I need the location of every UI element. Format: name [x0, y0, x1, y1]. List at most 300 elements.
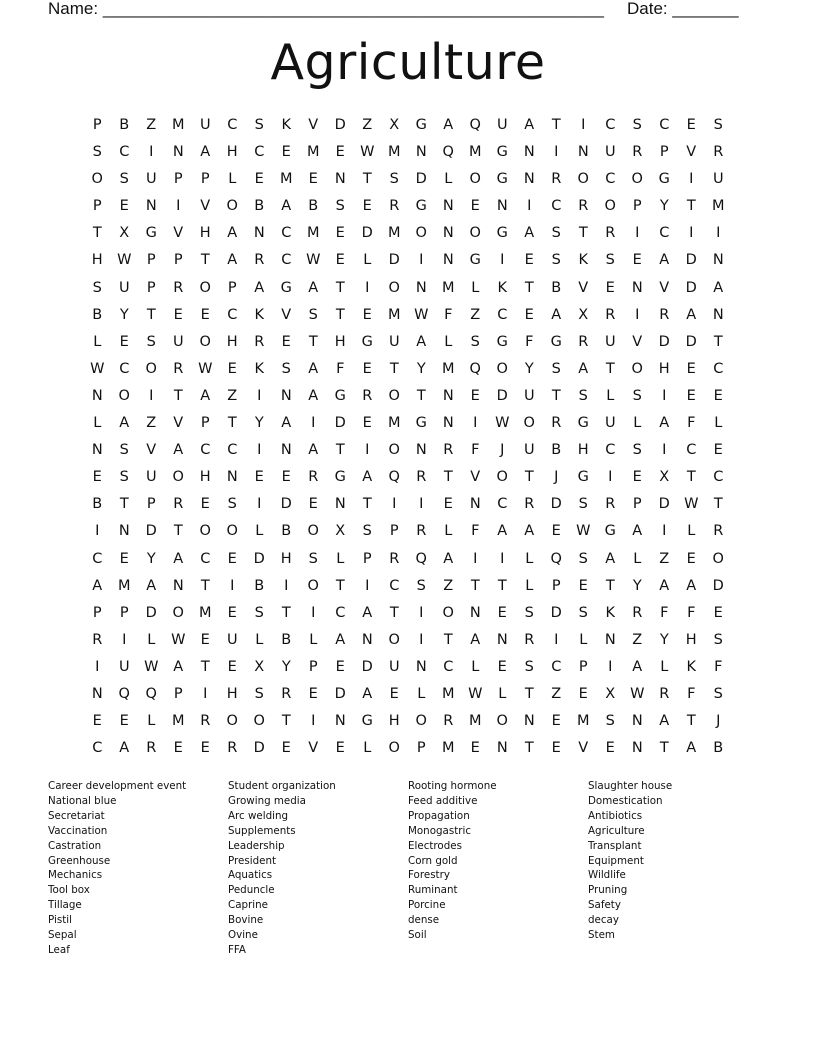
grid-cell: D: [658, 496, 671, 513]
grid-cell: F: [687, 604, 696, 621]
grid-cell: X: [659, 469, 670, 486]
grid-cell: O: [118, 387, 131, 404]
word-item: Electrodes: [408, 839, 462, 852]
grid-cell: E: [362, 306, 373, 323]
grid-cell: L: [228, 171, 237, 188]
grid-cell: T: [605, 360, 616, 377]
grid-cell: R: [551, 171, 562, 188]
grid-cell: R: [524, 496, 535, 513]
grid-cell: D: [334, 415, 347, 432]
grid-cell: Z: [659, 550, 670, 567]
grid-cell: S: [119, 171, 130, 188]
grid-cell: O: [496, 713, 509, 730]
grid-cell: T: [389, 604, 400, 621]
grid-cell: O: [496, 360, 509, 377]
grid-cell: J: [554, 469, 559, 486]
grid-cell: I: [662, 387, 667, 404]
grid-cell: S: [524, 658, 535, 675]
grid-cell: G: [496, 333, 509, 350]
grid-cell: T: [659, 740, 670, 757]
grid-cell: F: [336, 360, 345, 377]
grid-cell: T: [686, 469, 697, 486]
grid-cell: E: [119, 550, 130, 567]
word-item: Peduncle: [228, 884, 275, 897]
grid-cell: E: [308, 171, 319, 188]
grid-cell: N: [280, 387, 293, 404]
grid-cell: I: [554, 631, 559, 648]
grid-cell: M: [576, 713, 590, 730]
grid-cell: Q: [469, 117, 482, 133]
grid-cell: N: [172, 144, 185, 161]
grid-cell: E: [686, 360, 697, 377]
grid-cell: A: [146, 577, 157, 594]
grid-cell: R: [254, 252, 265, 269]
grid-cell: E: [605, 740, 616, 757]
grid-cell: N: [523, 713, 536, 730]
word-item: Ruminant: [408, 884, 458, 897]
grid-cell: I: [284, 577, 289, 594]
grid-cell: E: [227, 360, 238, 377]
grid-cell: R: [713, 523, 724, 540]
grid-cell: V: [308, 740, 319, 757]
grid-cell: O: [145, 360, 158, 377]
grid-cell: N: [442, 225, 455, 242]
grid-cell: W: [306, 252, 321, 269]
grid-cell: E: [551, 740, 562, 757]
grid-row: [84, 356, 732, 383]
grid-cell: I: [689, 171, 694, 188]
grid-cell: O: [388, 387, 401, 404]
grid-cell: E: [335, 225, 346, 242]
word-item: Caprine: [228, 899, 268, 912]
grid-cell: N: [334, 171, 347, 188]
grid-cell: W: [117, 252, 132, 269]
grid-cell: L: [525, 577, 534, 594]
word-item: Pistil: [48, 914, 72, 927]
grid-cell: O: [577, 171, 590, 188]
grid-cell: F: [471, 523, 480, 540]
grid-cell: C: [659, 225, 670, 242]
grid-cell: K: [497, 279, 508, 296]
grid-cell: S: [389, 171, 400, 188]
grid-cell: P: [389, 523, 400, 540]
grid-cell: T: [200, 252, 211, 269]
grid-cell: R: [389, 198, 400, 215]
grid-row: [84, 112, 732, 139]
grid-cell: P: [173, 171, 184, 188]
grid-cell: I: [392, 496, 397, 513]
grid-cell: E: [200, 740, 211, 757]
grid-cell: A: [659, 252, 670, 269]
grid-cell: Y: [524, 360, 535, 377]
header-line: [48, 0, 748, 20]
grid-cell: E: [227, 604, 238, 621]
grid-cell: U: [226, 631, 239, 648]
word-item: Vaccination: [48, 824, 108, 837]
grid-cell: W: [90, 360, 105, 377]
grid-cell: E: [173, 306, 184, 323]
grid-cell: M: [387, 225, 401, 242]
grid-cell: L: [687, 523, 696, 540]
grid-cell: V: [200, 198, 211, 215]
grid-cell: N: [172, 577, 185, 594]
grid-cell: R: [173, 360, 184, 377]
grid-cell: B: [551, 279, 562, 296]
grid-cell: V: [578, 740, 589, 757]
grid-cell: S: [713, 685, 724, 702]
grid-cell: R: [416, 469, 427, 486]
grid-cell: X: [335, 523, 346, 540]
grid-cell: K: [281, 117, 292, 133]
grid-cell: N: [334, 496, 347, 513]
grid-cell: Z: [551, 685, 562, 702]
grid-cell: R: [605, 225, 616, 242]
grid-cell: I: [365, 442, 370, 459]
grid-cell: G: [658, 171, 671, 188]
grid-cell: L: [633, 415, 642, 432]
grid-cell: D: [361, 225, 374, 242]
grid-cell: A: [524, 523, 535, 540]
grid-cell: N: [523, 171, 536, 188]
grid-cell: A: [308, 279, 319, 296]
grid-cell: S: [254, 117, 265, 133]
grid-cell: I: [500, 252, 505, 269]
grid-cell: P: [200, 171, 211, 188]
grid-cell: U: [388, 333, 401, 350]
grid-cell: K: [578, 252, 589, 269]
grid-cell: W: [495, 415, 510, 432]
grid-cell: R: [173, 496, 184, 513]
grid-cell: E: [578, 577, 589, 594]
word-list: [48, 779, 768, 958]
word-item: Antibiotics: [588, 809, 643, 822]
grid-cell: P: [551, 577, 562, 594]
grid-cell: B: [281, 523, 292, 540]
grid-cell: T: [524, 279, 535, 296]
grid-cell: D: [550, 604, 563, 621]
word-column: [588, 779, 768, 958]
word-item: Student organization: [228, 780, 336, 792]
grid-cell: Y: [281, 658, 292, 675]
grid-cell: G: [604, 523, 617, 540]
grid-cell: E: [524, 306, 535, 323]
grid-row: [84, 193, 732, 220]
grid-cell: N: [118, 523, 131, 540]
grid-cell: H: [658, 360, 671, 377]
grid-cell: E: [281, 740, 292, 757]
grid-cell: X: [605, 685, 616, 702]
grid-cell: E: [200, 631, 211, 648]
word-item: dense: [408, 914, 440, 927]
grid-cell: R: [173, 279, 184, 296]
grid-cell: F: [687, 685, 696, 702]
grid-cell: S: [578, 604, 589, 621]
grid-cell: I: [554, 144, 559, 161]
grid-cell: O: [307, 577, 320, 594]
grid-cell: R: [227, 740, 238, 757]
grid-row: [84, 437, 732, 464]
grid-row: [84, 410, 732, 437]
grid-cell: V: [470, 469, 481, 486]
grid-cell: R: [308, 469, 319, 486]
grid-cell: T: [335, 442, 346, 459]
grid-cell: O: [226, 198, 239, 215]
grid-cell: P: [632, 198, 643, 215]
grid-cell: I: [608, 469, 613, 486]
grid-cell: Z: [362, 117, 373, 133]
grid-cell: E: [335, 658, 346, 675]
grid-cell: N: [469, 496, 482, 513]
word-item: Agriculture: [588, 824, 645, 837]
word-column: [408, 779, 588, 958]
grid-cell: E: [578, 685, 589, 702]
grid-cell: H: [280, 550, 293, 567]
grid-cell: D: [388, 252, 401, 269]
word-item: Monogastric: [408, 824, 472, 837]
grid-cell: N: [523, 144, 536, 161]
grid-cell: N: [631, 279, 644, 296]
grid-cell: R: [92, 631, 103, 648]
grid-cell: N: [280, 442, 293, 459]
grid-cell: M: [441, 360, 455, 377]
grid-cell: L: [363, 252, 372, 269]
grid-cell: I: [149, 387, 154, 404]
grid-cell: A: [659, 577, 670, 594]
grid-cell: O: [388, 740, 401, 757]
grid-cell: P: [146, 252, 157, 269]
word-item: Secretariat: [48, 809, 105, 822]
grid-cell: E: [308, 685, 319, 702]
grid-cell: R: [578, 198, 589, 215]
grid-cell: S: [632, 442, 643, 459]
grid-cell: C: [551, 198, 562, 215]
grid-cell: I: [257, 387, 262, 404]
grid-cell: A: [308, 387, 319, 404]
grid-row: [84, 600, 732, 627]
grid-cell: E: [524, 252, 535, 269]
grid-cell: P: [173, 252, 184, 269]
grid-cell: E: [362, 198, 373, 215]
grid-cell: V: [281, 306, 292, 323]
grid-cell: Y: [254, 415, 265, 432]
grid-cell: B: [281, 631, 292, 648]
grid-cell: Q: [415, 550, 428, 567]
word-item: Feed additive: [408, 794, 478, 807]
grid-cell: N: [604, 631, 617, 648]
grid-cell: U: [604, 144, 617, 161]
grid-cell: V: [173, 225, 184, 242]
grid-cell: A: [173, 550, 184, 567]
grid-cell: A: [200, 144, 211, 161]
grid-cell: T: [362, 496, 373, 513]
word-item: Leaf: [48, 943, 70, 956]
word-item: Growing media: [228, 794, 306, 807]
grid-cell: E: [686, 117, 697, 133]
grid-cell: O: [523, 415, 536, 432]
grid-cell: P: [92, 198, 103, 215]
grid-cell: T: [227, 415, 238, 432]
grid-cell: H: [334, 333, 347, 350]
grid-cell: E: [551, 523, 562, 540]
word-item: Wildlife: [588, 869, 626, 882]
grid-cell: A: [524, 117, 535, 133]
grid-cell: X: [578, 306, 589, 323]
grid-cell: T: [443, 469, 454, 486]
grid-cell: C: [605, 117, 616, 133]
grid-cell: C: [200, 442, 211, 459]
grid-cell: T: [524, 685, 535, 702]
word-item: President: [228, 854, 277, 867]
grid-cell: N: [712, 306, 725, 323]
grid-cell: M: [387, 144, 401, 161]
grid-cell: F: [525, 333, 534, 350]
grid-cell: T: [362, 171, 373, 188]
grid-cell: T: [713, 496, 724, 513]
grid-cell: C: [119, 360, 130, 377]
grid-cell: A: [443, 117, 454, 133]
grid-cell: T: [470, 577, 481, 594]
grid-cell: F: [660, 604, 669, 621]
grid-cell: W: [198, 360, 213, 377]
grid-cell: V: [659, 279, 670, 296]
grid-cell: F: [444, 306, 453, 323]
grid-cell: A: [686, 577, 697, 594]
grid-cell: U: [118, 279, 131, 296]
grid-cell: W: [171, 631, 186, 648]
name-blank: _____________________________________________________: [102, 0, 604, 18]
grid-cell: I: [473, 415, 478, 432]
grid-cell: D: [253, 550, 266, 567]
grid-cell: U: [496, 117, 509, 133]
grid-cell: U: [712, 171, 725, 188]
grid-cell: S: [578, 387, 589, 404]
grid-cell: A: [227, 252, 238, 269]
grid-cell: N: [415, 279, 428, 296]
grid-cell: O: [199, 279, 212, 296]
grid-cell: A: [200, 387, 211, 404]
grid-cell: H: [577, 442, 590, 459]
grid-cell: U: [145, 171, 158, 188]
word-item: Transplant: [588, 839, 642, 852]
grid-row: [84, 708, 732, 735]
grid-cell: L: [444, 171, 453, 188]
grid-cell: R: [200, 713, 211, 730]
grid-cell: B: [713, 740, 724, 757]
grid-cell: I: [419, 252, 424, 269]
grid-cell: Y: [119, 306, 130, 323]
grid-cell: B: [551, 442, 562, 459]
grid-cell: O: [631, 360, 644, 377]
grid-cell: Z: [146, 117, 157, 133]
grid-cell: Q: [388, 469, 401, 486]
grid-cell: P: [578, 658, 589, 675]
grid-cell: L: [444, 523, 453, 540]
grid-cell: N: [91, 442, 104, 459]
grid-cell: C: [281, 225, 292, 242]
grid-cell: N: [631, 713, 644, 730]
grid-cell: O: [226, 523, 239, 540]
grid-row: [84, 681, 732, 708]
grid-cell: M: [171, 117, 185, 133]
grid-cell: E: [497, 658, 508, 675]
grid-cell: T: [686, 713, 697, 730]
grid-cell: N: [442, 198, 455, 215]
grid-cell: H: [685, 631, 698, 648]
grid-cell: N: [415, 144, 428, 161]
grid-cell: D: [550, 496, 563, 513]
grid-cell: D: [334, 117, 347, 133]
grid-cell: I: [635, 306, 640, 323]
grid-cell: N: [91, 685, 104, 702]
grid-cell: I: [473, 550, 478, 567]
grid-cell: L: [147, 713, 156, 730]
grid-cell: P: [362, 550, 373, 567]
grid-cell: Y: [632, 577, 643, 594]
grid-cell: I: [311, 604, 316, 621]
grid-cell: T: [551, 117, 562, 133]
grid-cell: S: [524, 604, 535, 621]
grid-cell: J: [500, 442, 505, 459]
grid-cell: O: [307, 523, 320, 540]
grid-cell: A: [659, 415, 670, 432]
grid-cell: L: [444, 333, 453, 350]
grid-cell: O: [172, 469, 185, 486]
grid-cell: G: [280, 279, 293, 296]
grid-cell: E: [713, 442, 724, 459]
grid-cell: O: [496, 469, 509, 486]
grid-cell: S: [92, 144, 103, 161]
grid-row: [84, 464, 732, 491]
word-item: Bovine: [228, 914, 264, 927]
grid-cell: E: [551, 713, 562, 730]
grid-cell: H: [226, 333, 239, 350]
grid-cell: Q: [469, 360, 482, 377]
grid-cell: S: [578, 496, 589, 513]
grid-cell: S: [119, 442, 130, 459]
grid-cell: T: [281, 604, 292, 621]
grid-cell: T: [713, 333, 724, 350]
grid-cell: M: [468, 713, 482, 730]
grid-cell: N: [415, 658, 428, 675]
grid-cell: R: [416, 523, 427, 540]
grid-cell: R: [605, 496, 616, 513]
grid-cell: E: [254, 171, 265, 188]
grid-cell: C: [227, 306, 238, 323]
grid-cell: I: [149, 144, 154, 161]
grid-cell: B: [119, 117, 130, 133]
grid-cell: D: [415, 171, 428, 188]
word-item: Greenhouse: [48, 854, 111, 867]
grid-cell: A: [92, 577, 103, 594]
grid-cell: S: [308, 306, 319, 323]
grid-row: [84, 275, 732, 302]
grid-cell: C: [605, 442, 616, 459]
grid-cell: E: [470, 740, 481, 757]
grid-cell: C: [227, 117, 238, 133]
grid-cell: T: [551, 387, 562, 404]
grid-cell: M: [441, 685, 455, 702]
grid-cell: H: [199, 225, 212, 242]
grid-cell: Y: [416, 360, 427, 377]
grid-cell: R: [362, 387, 373, 404]
grid-row: [84, 546, 732, 573]
word-item: decay: [588, 914, 619, 927]
word-item: Corn gold: [408, 854, 458, 867]
grid-cell: A: [632, 523, 643, 540]
grid-cell: O: [199, 333, 212, 350]
grid-cell: B: [254, 198, 265, 215]
grid-cell: G: [334, 387, 347, 404]
